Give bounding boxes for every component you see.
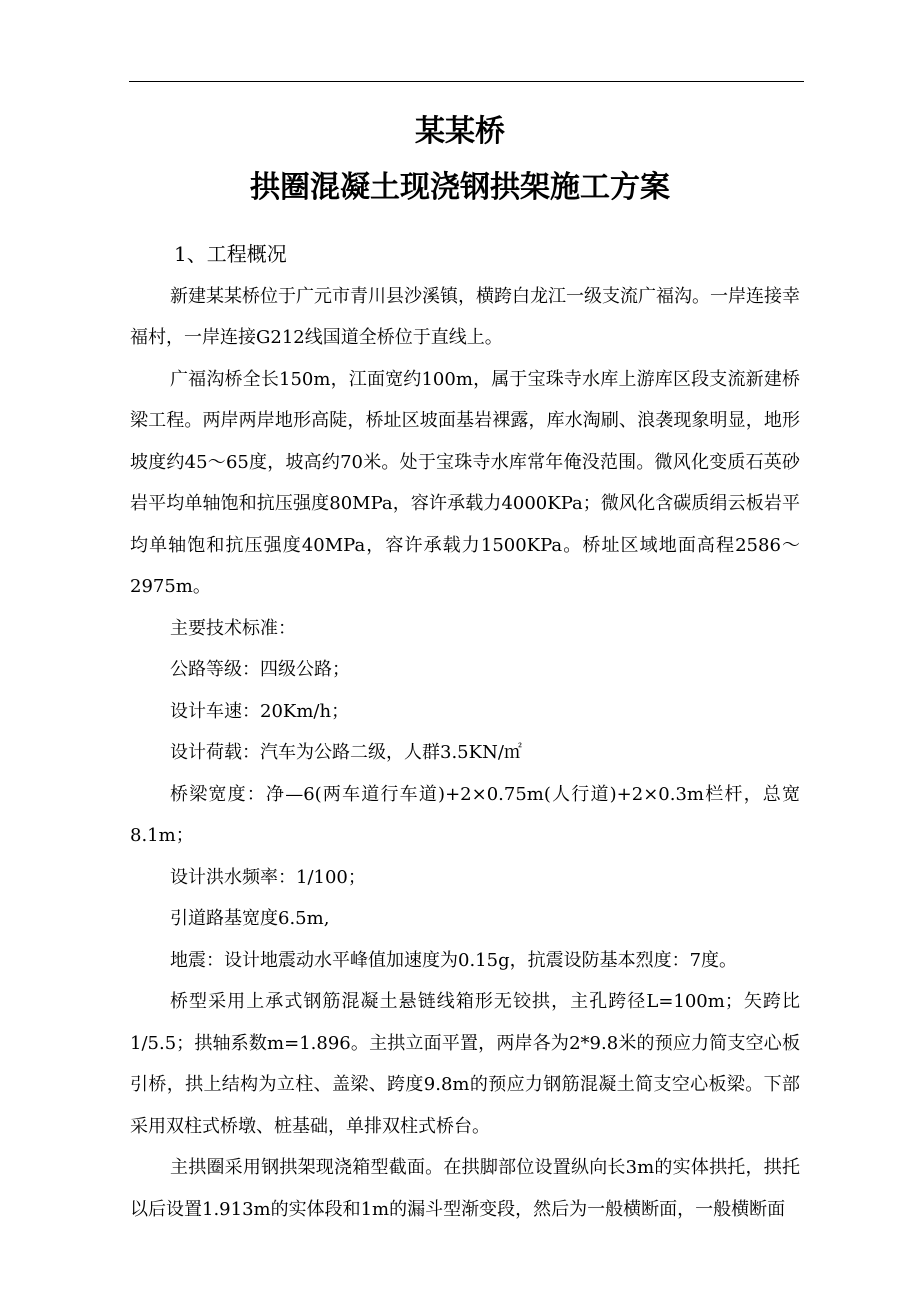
paragraph-location: 新建某某桥位于广元市青川县沙溪镇，横跨白龙江一级支流广福沟。一岸连接幸福村，一岸连接G212线国道全桥位于直线上。 <box>130 285 800 348</box>
standards-heading: 主要技术标准： <box>170 617 296 639</box>
document-body <box>130 234 800 1230</box>
standard-approach-width: 引道路基宽度6.5m, <box>170 908 330 929</box>
paragraph-arch-ring: 主拱圈采用钢拱架现浇箱型截面。在拱脚部位设置纵向长3m的实体拱托，拱托以后设置1.913m的实体段和1m的漏斗型渐变段，然后为一般横断面，一般横断面 <box>130 1157 800 1220</box>
paragraph-overview: 广福沟桥全长150m，江面宽约100m，属于宝珠寺水库上游库区段支流新建桥梁工程。两岸两岸地形高陡，桥址区坡面基岩裸露，库水淘刷、浪袭现象明显，地形坡度约45～65度，坡高约70米。处于宝珠寺水库常年俺没范围。微风化变质石英砂岩平均单轴饱和抗压强度80MPa，容许承载力4000KPa；微风化含碳质绢云板岩平均单轴饱和抗压强度40MPa，容许承载力1500KPa。桥址区域地面高程2586～2975m。 <box>130 368 800 597</box>
standard-earthquake: 地震：设计地震动水平峰值加速度为0.15g，抗震设防基本烈度：7度。 <box>170 949 738 971</box>
section-heading: 1、工程概况 <box>174 242 287 266</box>
header-rule <box>129 81 804 82</box>
standard-design-load: 设计荷载：汽车为公路二级，人群3.5KN/㎡ <box>170 742 522 763</box>
document-title: 某某桥 <box>415 114 505 149</box>
document-subtitle: 拱圈混凝土现浇钢拱架施工方案 <box>250 170 670 205</box>
paragraph-bridge-type: 桥型采用上承式钢筋混凝土悬链线箱形无铰拱，主孔跨径L=100m；矢跨比1/5.5；拱轴系数m=1.896。主拱立面平置，两岸各为2*9.8米的预应力简支空心板引桥，拱上结构为立柱、盖梁、跨度9.8m的预应力钢筋混凝土简支空心板梁。下部采用双柱式桥墩、桩基础，单排双柱式桥台。 <box>130 991 800 1137</box>
standard-design-speed: 设计车速：20Km/h； <box>170 700 350 722</box>
standard-road-grade: 公路等级：四级公路； <box>170 659 350 680</box>
standard-bridge-width: 桥梁宽度：净—6(两车道行车道)+2×0.75m(人行道)+2×0.3m栏杆，总宽8.1m； <box>130 783 800 846</box>
standard-flood-frequency: 设计洪水频率：1/100； <box>170 866 366 888</box>
